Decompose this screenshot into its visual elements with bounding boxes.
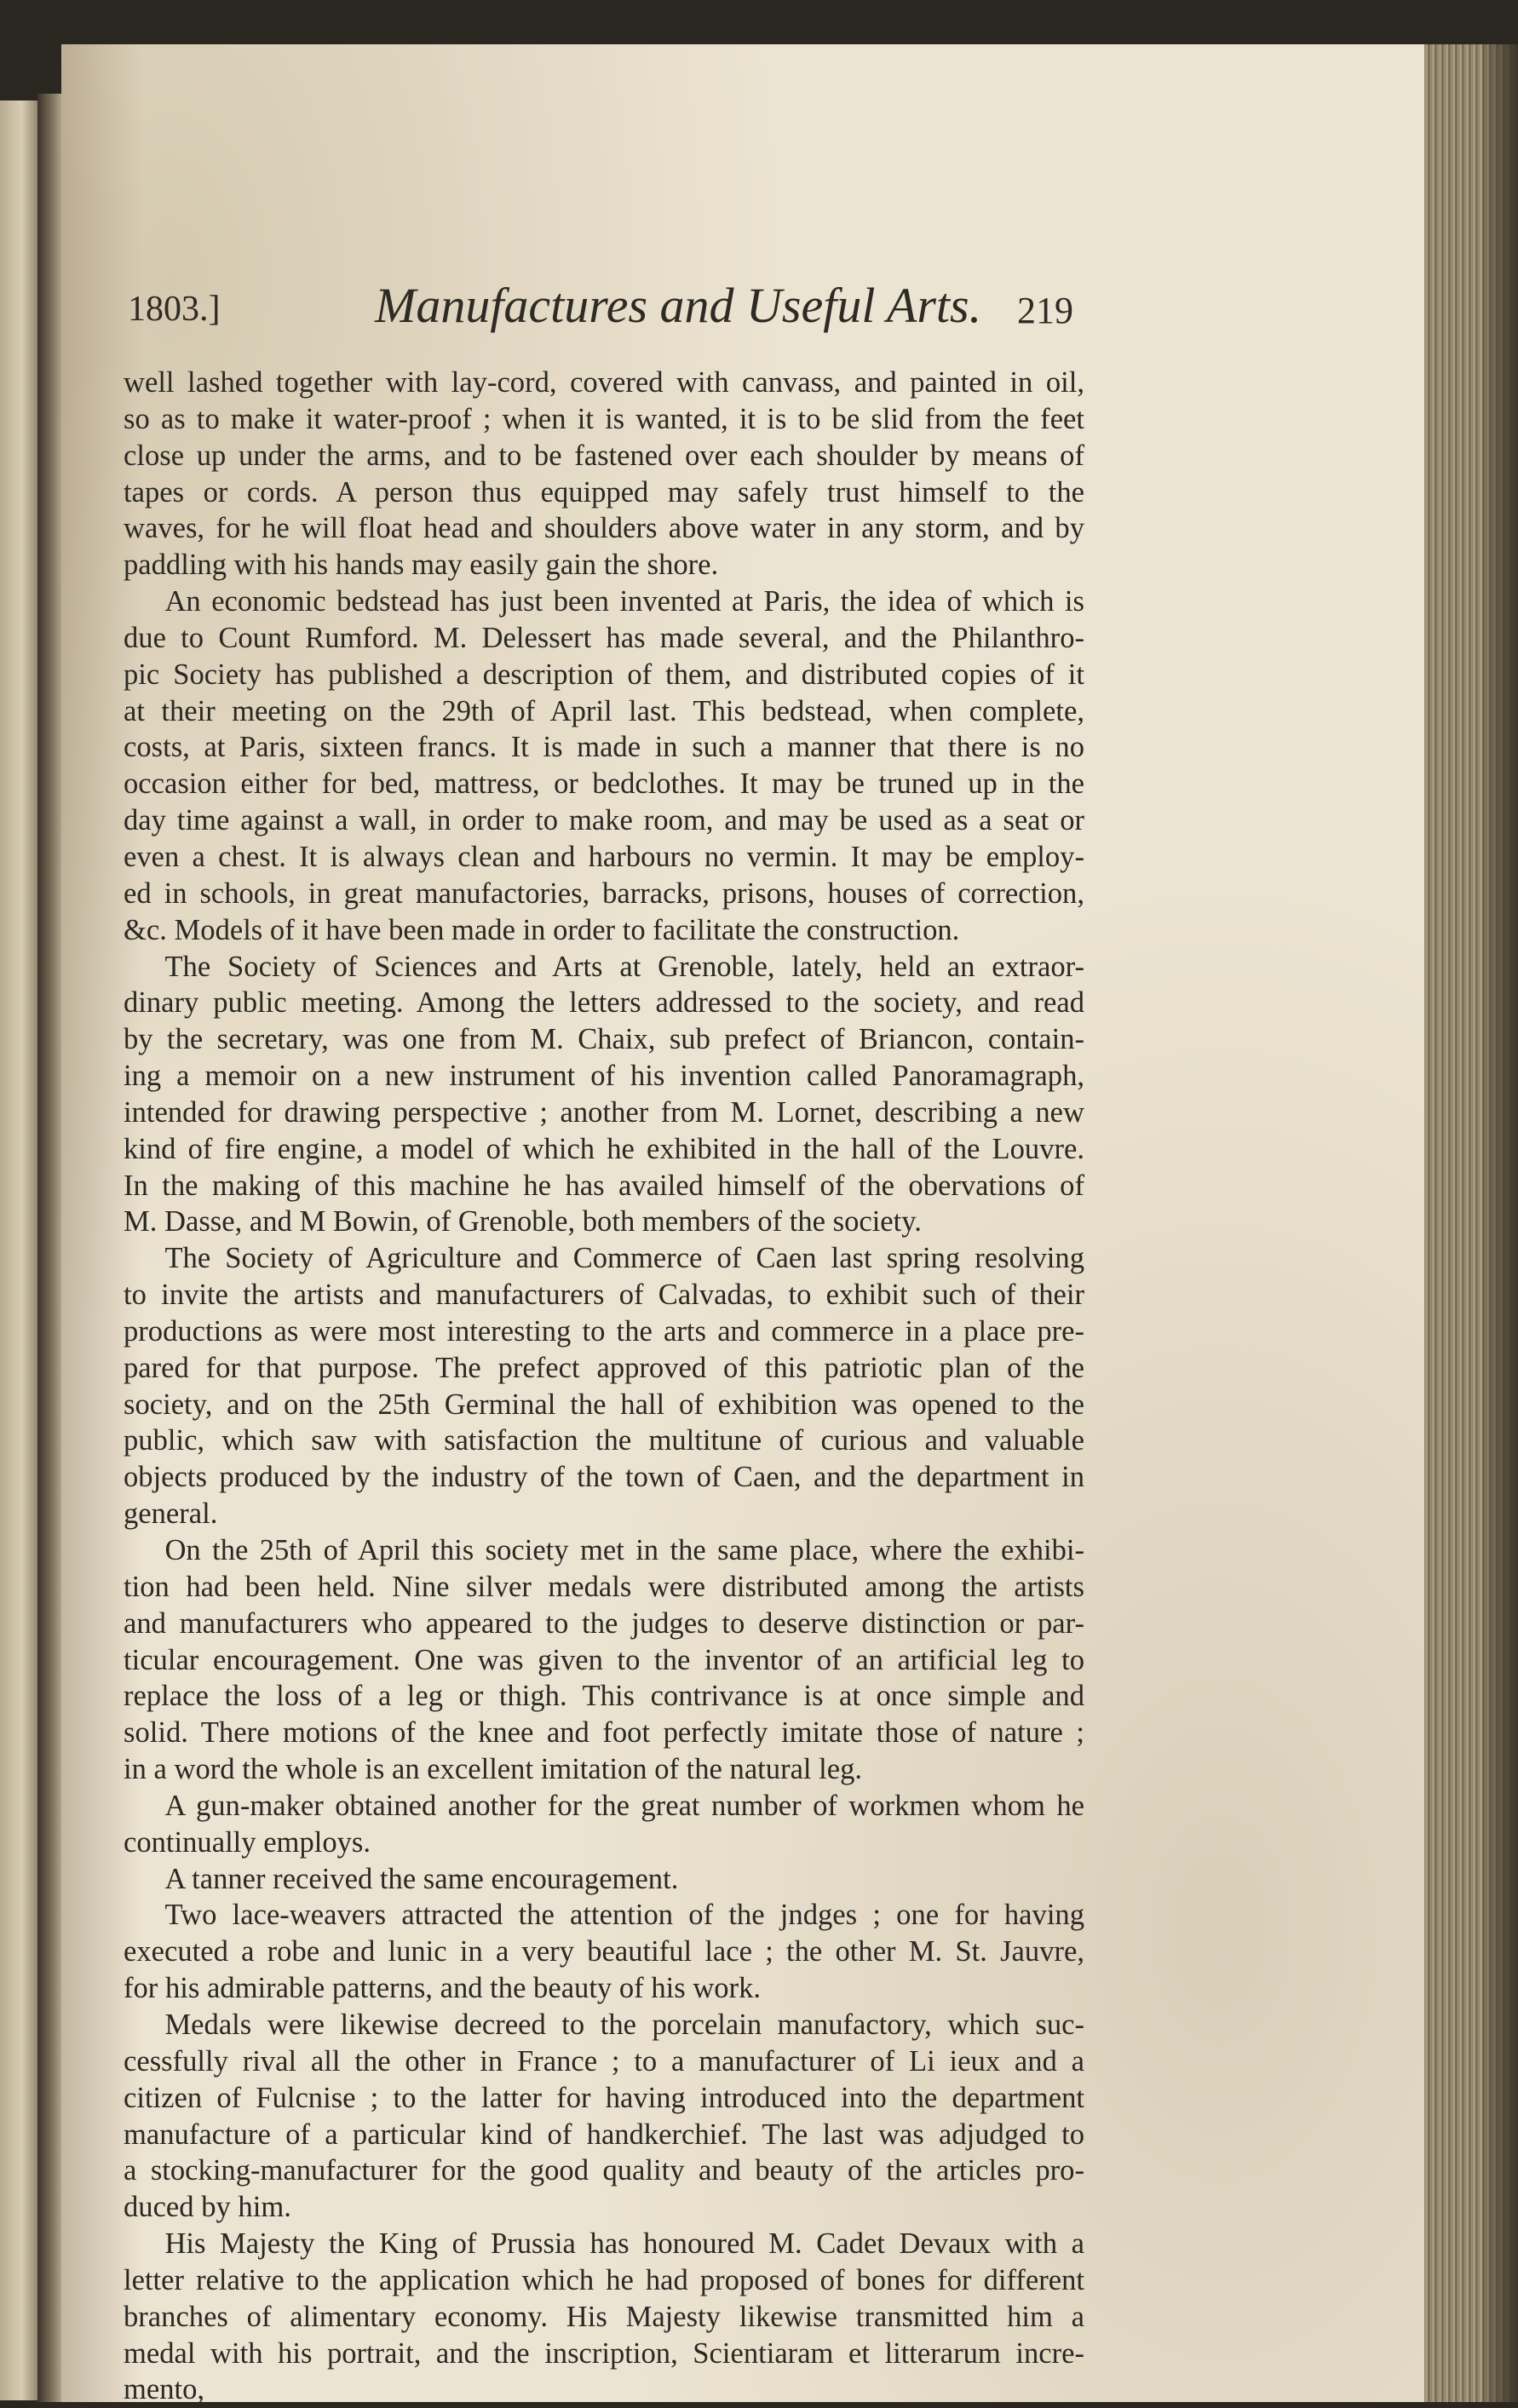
text-line: public, which saw with satisfaction the multitune of curious and valuable <box>124 1424 1084 1457</box>
text-line: and manufacturers who appeared to the judges to deserve distinction or par- <box>124 1606 1084 1640</box>
text-line: solid. There motions of the knee and foot perfectly imitate those of nature ; <box>124 1716 1084 1750</box>
text-line: to invite the artists and manufacturers of Calvadas, to exhibit such of their <box>124 1279 1084 1312</box>
text-line: His Majesty the King of Prussia has honoured M. Cadet Devaux with a <box>164 2227 1084 2261</box>
text-line: by the secretary, was one from M. Chaix, sub prefect of Briancon, contain- <box>124 1023 1084 1056</box>
text-line: for his admirable patterns, and the beauty of his work. <box>124 1972 762 2005</box>
text-line: paddling with his hands may easily gain the shore. <box>124 549 719 582</box>
running-title: Manufactures and Useful Arts. <box>375 278 982 333</box>
text-line: Two lace-weavers attracted the attention of the jndges ; one for having <box>164 1899 1084 1932</box>
text-line: M. Dasse, and M Bowin, of Grenoble, both members of the society. <box>124 1205 922 1238</box>
text-line: An economic bedstead has just been invented at Paris, the idea of which is <box>164 585 1084 618</box>
text-line: replace the loss of a leg or thigh. This contrivance is at once simple and <box>124 1680 1084 1713</box>
text-line: close up under the arms, and to be fastened over each shoulder by means of <box>124 439 1084 472</box>
running-header <box>128 277 1073 336</box>
text-line: day time against a wall, in order to make room, and may be used as a seat or <box>124 804 1084 837</box>
text-line: intended for drawing perspective ; another from M. Lornet, describing a new <box>124 1095 1084 1129</box>
text-line: tapes or cords. A person thus equipped may safely trust himself to the <box>124 475 1084 509</box>
text-line: general. <box>124 1497 218 1531</box>
text-line: occasion either for bed, mattress, or bedclothes. It may be truned up in the <box>124 767 1084 801</box>
text-line: A tanner received the same encouragement. <box>164 1862 679 1895</box>
text-line: at their meeting on the 29th of April last. This bedstead, when complete, <box>124 694 1084 727</box>
text-line: executed a robe and lunic in a very beautiful lace ; the other M. St. Jauvre, <box>124 1935 1084 1968</box>
header-year: 1803.] <box>128 290 221 329</box>
text-line: dinary public meeting. Among the letters addressed to the society, and read <box>124 986 1084 1020</box>
page-number: 219 <box>1017 290 1073 331</box>
text-line: pic Society has published a description of them, and distributed copies of it <box>124 658 1084 691</box>
previous-page-edge <box>0 101 39 2400</box>
text-line: A gun-maker obtained another for the great number of workmen whom he <box>164 1789 1084 1822</box>
text-line: branches of alimentary economy. His Majesty likewise transmitted him a <box>124 2300 1084 2333</box>
text-line: cessfully rival all the other in France ; to a manufacturer of Li ieux and a <box>124 2044 1084 2078</box>
page-stack-shadow <box>1482 44 1518 2402</box>
text-line: tion had been held. Nine silver medals were distributed among the artists <box>124 1570 1084 1603</box>
text-line: productions as were most interesting to the arts and commerce in a place pre- <box>124 1314 1084 1348</box>
text-line: even a chest. It is always clean and harbours no vermin. It may be employ- <box>124 840 1084 873</box>
text-line: manufacture of a particular kind of handkerchief. The last was adjudged to <box>124 2118 1084 2151</box>
text-line: ed in schools, in great manufactories, barracks, prisons, houses of correction, <box>124 876 1084 910</box>
text-line: costs, at Paris, sixteen francs. It is made in such a manner that there is no <box>124 731 1084 764</box>
text-line: due to Count Rumford. M. Delessert has made several, and the Philanthro- <box>124 621 1084 654</box>
text-line: mento, <box>124 2373 205 2406</box>
text-line: in a word the whole is an excellent imitation of the natural leg. <box>124 1753 863 1786</box>
text-line: In the making of this machine he has availed himself of the obervations of <box>124 1169 1084 1202</box>
text-line: ticular encouragement. One was given to the inventor of an artificial leg to <box>124 1643 1084 1676</box>
text-line: kind of fire engine, a model of which he exhibited in the hall of the Louvre. <box>124 1132 1084 1165</box>
body-text <box>124 365 1084 2408</box>
text-line: citizen of Fulcnise ; to the latter for having introduced into the department <box>124 2081 1084 2114</box>
text-line: society, and on the 25th Germinal the hall of exhibition was opened to the <box>124 1388 1084 1421</box>
text-line: ing a memoir on a new instrument of his invention called Panoramagraph, <box>124 1060 1084 1093</box>
text-line: The Society of Sciences and Arts at Grenoble, lately, held an extraor- <box>164 950 1084 983</box>
text-line: medal with his portrait, and the inscription, Scientiaram et litterarum incre- <box>124 2336 1084 2370</box>
text-line: waves, for he will float head and shoulders above water in any storm, and by <box>124 512 1084 545</box>
text-line: objects produced by the industry of the town of Caen, and the department in <box>124 1461 1084 1494</box>
text-line: &c. Models of it have been made in order to facilitate the construction. <box>124 913 960 946</box>
text-line: a stocking-manufacturer for the good quality and beauty of the articles pro- <box>124 2154 1084 2187</box>
text-line: On the 25th of April this society met in the same place, where the exhibi- <box>164 1534 1084 1566</box>
text-line: pared for that purpose. The prefect approved of this patriotic plan of the <box>124 1351 1084 1384</box>
text-line: letter relative to the application which he had proposed of bones for different <box>124 2263 1084 2296</box>
text-line: continually employs. <box>124 1825 371 1859</box>
text-line: The Society of Agriculture and Commerce of Caen last spring resolving <box>164 1242 1084 1275</box>
text-line: well lashed together with lay-cord, covered with canvass, and painted in oil, <box>124 366 1084 399</box>
text-line: Medals were likewise decreed to the porcelain manufactory, which suc- <box>164 2008 1084 2041</box>
text-line: duced by him. <box>124 2191 291 2224</box>
text-line: so as to make it water-proof ; when it is wanted, it is to be slid from the feet <box>124 402 1084 435</box>
